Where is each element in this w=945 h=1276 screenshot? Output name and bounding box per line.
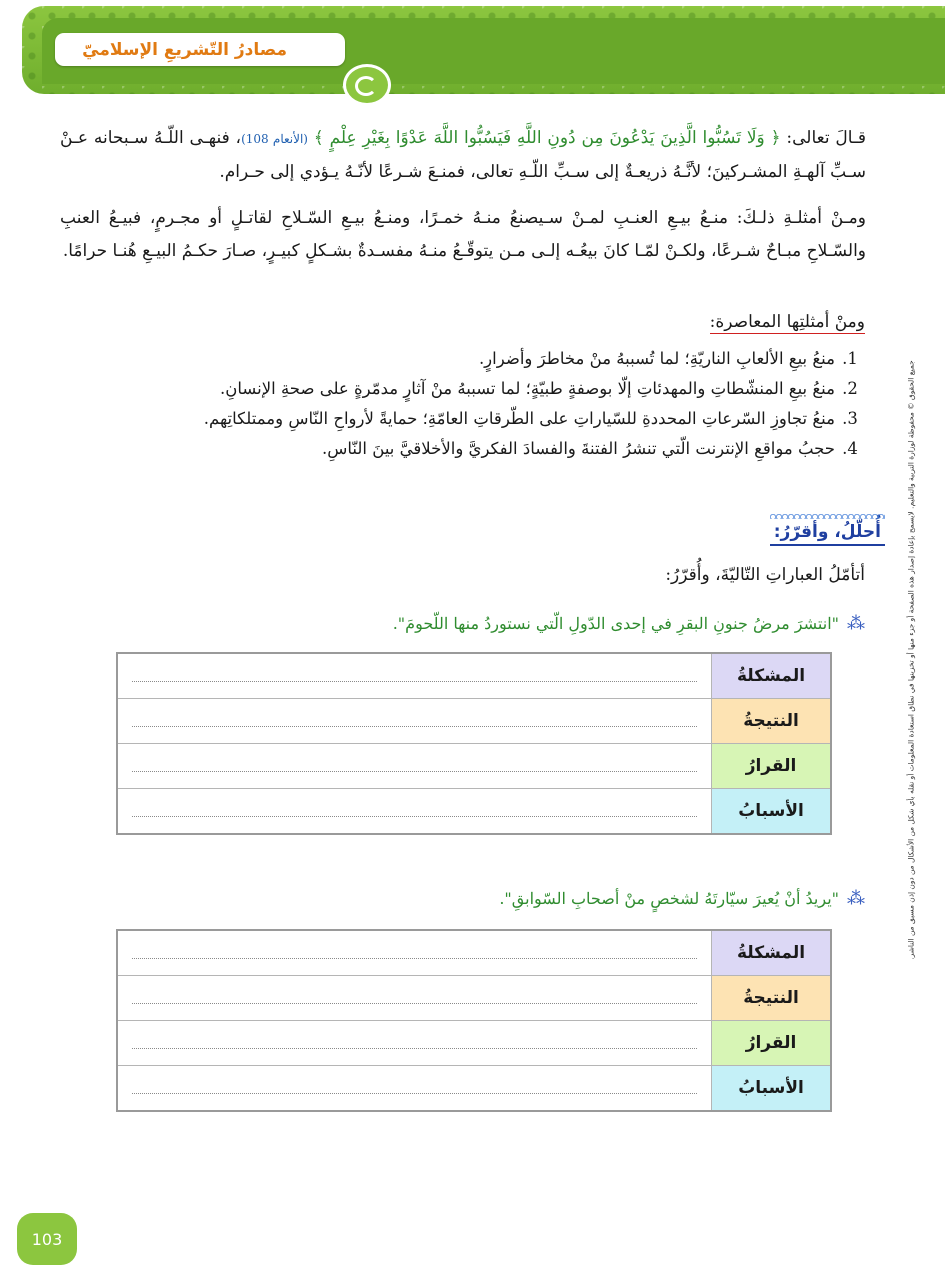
quran-verse: ﴿ وَلَا تَسُبُّوا الَّذِينَ يَدْعُونَ مِن دُونِ اللَّهِ فَيَسُبُّوا اللَّهَ عَدْوًا بِغَيْرِ عِلْمٍ ﴾	[313, 128, 781, 148]
answer-field[interactable]	[118, 1066, 711, 1110]
list-item: 2.منعُ بيعِ المنشّطاتِ والمهدئاتِ إلّا بوصفةٍ طبيّةٍ؛ لما تسببهُ منْ آثارٍ مدمّرةٍ على صحةِ الإنسانِ.	[220, 379, 858, 398]
answer-field[interactable]	[118, 699, 711, 743]
table-row	[118, 789, 830, 833]
case-2-text: "يريدُ أنْ يُعيرَ سيّارتَهُ لشخصٍ منْ أصحابِ السّوابقِ".	[499, 889, 839, 908]
answer-field[interactable]	[118, 789, 711, 833]
answer-field[interactable]	[118, 976, 711, 1020]
list-item: 1.منعُ بيعِ الألعابِ الناريّةِ؛ لما تُسببهُ منْ مخاطرَ وأضرارٍ.	[478, 349, 858, 368]
row-label: النتيجةُ	[711, 976, 830, 1020]
verse-reference: (الأنعام 108)	[241, 132, 308, 146]
table-row	[118, 654, 830, 699]
examples-list	[105, 344, 865, 464]
row-label: المشكلةُ	[711, 654, 830, 698]
row-label: الأسبابُ	[711, 789, 830, 833]
case-1-text: "انتشرَ مرضُ جنونِ البقرِ في إحدى الدّولِ الّتي نستوردُ منها اللّحومَ".	[392, 614, 839, 633]
answer-field[interactable]	[118, 1021, 711, 1065]
decision-table-2	[116, 929, 832, 1112]
row-label: القرارُ	[711, 1021, 830, 1065]
table-row	[118, 744, 830, 789]
table-row	[118, 1021, 830, 1066]
list-item: 4.حجبُ مواقعِ الإنترنت الّتي تنشرُ الفتنةَ والفسادَ الفكريَّ والأخلاقيَّ بينَ النّاسِ.	[322, 439, 858, 458]
row-label: المشكلةُ	[711, 931, 830, 975]
chapter-title-box	[55, 33, 345, 66]
paragraph-quran	[60, 122, 866, 189]
copyright-note: جميع الحقوق © محفوظة لوزارة التربية والتعليم. لايسمح بإعادة إصدار هذه الصفحة أو جزء منها أو تخزينها في نطاق استعادة المعلومات أو نقله بأي شكل من الأشكال من دون إذن مسبق من الناشر.	[906, 360, 916, 960]
star-bullet-icon: ⁂	[847, 613, 865, 634]
paragraph-intro: قـالَ تعالى:	[780, 128, 867, 148]
paragraph-rest: ، فنهـى اللّـهُ سـبحانه عـنْ سـبِّ آلهـةِ المشـركينَ؛ لأنَّـهُ ذريعـةٌ إلى سـبِّ اللّـهِ تعالى، فمنـعَ شـرعًا لأنّـهُ يـؤدي إلى حـرام.	[60, 128, 866, 182]
list-item: 3.منعُ تجاوزِ السّرعاتِ المحددةِ للسّياراتِ على الطّرقاتِ العامّةِ؛ حمايةً لأرواحِ النّاسِ وممتلكاتِهم.	[203, 409, 858, 428]
case-1	[393, 613, 865, 634]
answer-field[interactable]	[118, 744, 711, 788]
banner-ring-icon	[355, 76, 377, 96]
activity-prompt: أتأمّلُ العباراتِ التّاليّةَ، وأُقرّرُ:	[665, 565, 865, 585]
answer-field[interactable]	[118, 931, 711, 975]
row-label: الأسبابُ	[711, 1066, 830, 1110]
chapter-title: مصادرُ التّشريعِ الإسلاميّ	[82, 40, 287, 60]
activity-heading: أُحلّلُ، وأقرّرُ:	[770, 522, 885, 546]
decision-table-1	[116, 652, 832, 835]
table-row	[118, 931, 830, 976]
table-row	[118, 976, 830, 1021]
page-number: 103	[17, 1213, 77, 1265]
examples-heading: ومنْ أمثلتِها المعاصرة:	[709, 312, 865, 332]
paragraph-examples: ومـنْ أمثلـةِ ذلـكَ: منـعُ بيـعِ العنـبِ لمـنْ سـيصنعُ منـهُ خمـرًا، ومنـعُ بيـعِ السّـلاحِ لقاتـلٍ أو مجـرمٍ، فبيـعُ العنبِ والسّـلاحِ مبـاحٌ شـرعًا، ولكـنْ لمّـا كانَ بيعُـه إلـى مـن يتوقّـعُ منـهُ مفسـدةٌ بشـكلٍ كبيـرٍ، صـارَ حكـمُ البيـعِ هُنـا حرامًا.	[60, 208, 866, 261]
case-2	[499, 888, 865, 909]
table-row	[118, 1066, 830, 1110]
answer-field[interactable]	[118, 654, 711, 698]
star-bullet-icon: ⁂	[847, 888, 865, 909]
row-label: النتيجةُ	[711, 699, 830, 743]
row-label: القرارُ	[711, 744, 830, 788]
table-row	[118, 699, 830, 744]
